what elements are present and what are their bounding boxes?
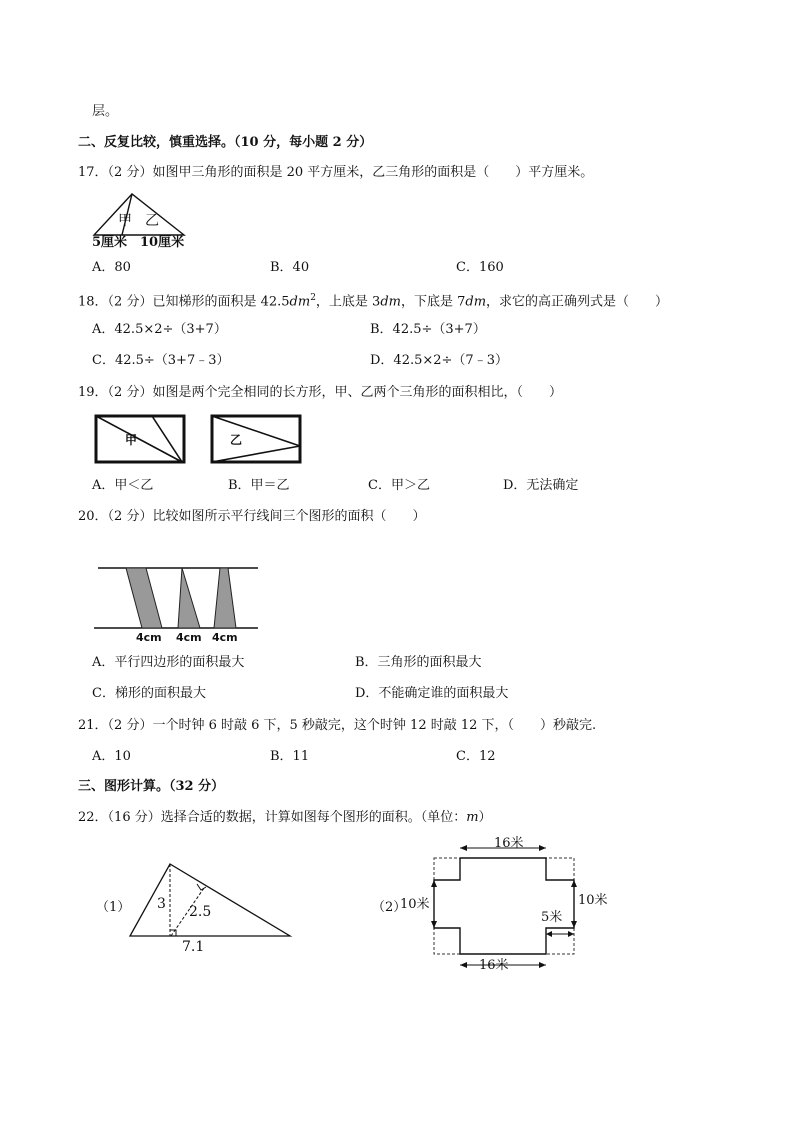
q20-option-b[interactable]: B．三角形的面积最大 [355,655,482,670]
q20-parallelogram [126,568,162,628]
q17-base-right: 10厘米 [140,235,185,250]
q17-option-b[interactable]: B．40 [270,260,310,275]
q18-sup: 2 [310,293,316,303]
q18-option-d[interactable]: D．42.5×2÷（7﹣3） [370,353,508,368]
q18-text-pre: 18．（2 分）已知梯形的面积是 42.5 [78,294,290,310]
q19-option-a[interactable]: A．甲＜乙 [92,478,154,493]
section-heading-2: 二、反复比较，慎重选择。（10 分，每小题 2 分） [78,135,373,150]
q20-trapezoid [214,568,236,628]
q20-label-1: 4cm [136,631,162,644]
q21-option-a[interactable]: A．10 [92,749,131,764]
q20-label-3: 4cm [212,631,238,644]
q18-option-b[interactable]: B．42.5÷（3+7） [370,322,486,337]
q21-option-c[interactable]: C．12 [456,749,496,764]
q20-option-d[interactable]: D．不能确定谁的面积最大 [355,686,509,701]
q22-fig2-bottom-label: 16米 [479,958,509,973]
q19-rectangle-right [208,412,304,466]
q22-fig2-notch-label: 5米 [541,910,563,925]
q18-option-a[interactable]: A．42.5×2÷（3+7） [92,322,227,337]
question-20: 20．（2 分）比较如图所示平行线间三个图形的面积（ ） [78,509,426,524]
top-fragment: 层。 [92,104,119,119]
q20-option-a[interactable]: A．平行四边形的面积最大 [92,655,245,670]
q20-option-c[interactable]: C．梯形的面积最大 [92,686,206,701]
q18-unit-dm-2: dm [380,294,401,310]
q19-label-yi: 乙 [230,433,243,447]
q22-fig2-top-label: 16米 [494,836,524,851]
q22-text-post: ） [478,810,492,825]
question-22 [78,810,492,826]
q18-unit-dm: dm [289,294,311,310]
q20-parallel-lines-figure [92,562,262,632]
q17-label-yi: 乙 [145,213,159,229]
q22-fig2-tag: （2） [372,900,407,915]
q19-option-b[interactable]: B．甲＝乙 [228,478,290,493]
q22-fig1-inner-label: 2.5 [189,904,212,920]
q18-option-c[interactable]: C．42.5÷（3+7﹣3） [92,353,230,368]
q21-option-b[interactable]: B．11 [270,749,310,764]
q19-rectangle-left [92,412,188,466]
q18-text-post: ，求它的高正确列式是（ ） [486,294,669,310]
q18-text-mid2: ，下底是 7 [400,294,466,310]
q18-text-mid1: ，上底是 3 [315,294,381,310]
section-heading-3: 三、图形计算。（32 分） [78,779,225,794]
q22-fig1-height-label: 3 [157,896,166,912]
question-17: 17．（2 分）如图甲三角形的面积是 20 平方厘米，乙三角形的面积是（ ）平方厘米。 [78,165,594,180]
q17-base-left: 5厘米 [92,235,128,250]
q17-option-a[interactable]: A．80 [92,260,131,275]
q22-fig2-right-label: 10米 [578,893,608,908]
question-21: 21．（2 分）一个时钟 6 时敲 6 下，5 秒敲完，这个时钟 12 时敲 12 下，（ ）秒敲完. [78,718,597,733]
q19-option-c[interactable]: C．甲＞乙 [368,478,430,493]
q19-option-d[interactable]: D．无法确定 [503,478,579,493]
q22-fig1-tag: （1） [96,900,131,915]
q22-text-pre: 22．（16 分）选择合适的数据，计算如图每个图形的面积。（单位： [78,810,467,825]
question-18 [78,290,668,310]
q17-label-jia: 甲 [118,213,132,229]
q20-triangle [178,568,200,628]
q22-fig1-triangle [124,860,296,942]
q22-fig1-base-label: 7.1 [182,939,205,955]
q17-option-c[interactable]: C．160 [456,260,504,275]
question-19: 19．（2 分）如图是两个完全相同的长方形，甲、乙两个三角形的面积相比，（ ） [78,385,562,400]
q18-unit-dm-3: dm [465,294,487,310]
q19-label-jia: 甲 [125,433,138,447]
q20-label-2: 4cm [176,631,202,644]
q22-fig2-left-label: 10米 [400,897,430,912]
q22-unit: m [466,810,479,825]
